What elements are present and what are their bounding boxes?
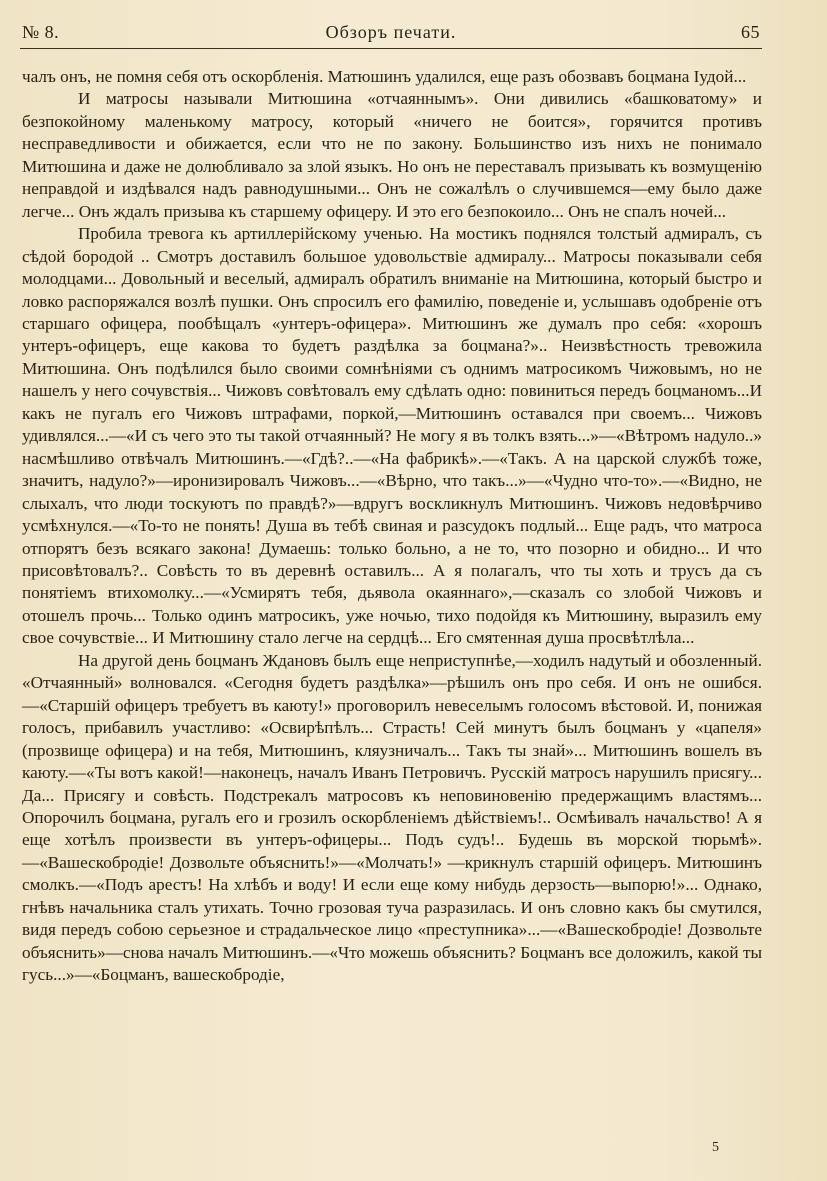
running-title: Обзоръ печати.	[325, 22, 457, 42]
paragraph: чалъ онъ, не помня себя отъ оскорбленія. Матюшинъ удалился, еще разъ обозвавъ боцмана Іудой...	[22, 67, 747, 86]
paragraph: И матросы называли Митюшина «отчаяннымъ». Они дивились «башковатому» и безпокойному маленькому матросу, который «ничего не боится», горячится противъ несправедливости и обижается, если что не по закону. Большинство изъ нихъ не понимало Митюшина и даже не долюбливало за злой языкъ. Но онъ не переставалъ призывать къ возмущенію неправдой и издѣвался надъ равнодушными... Онъ не сожалѣлъ о случившемся—ему было даже легче... Онъ ждалъ призыва къ старшему офицеру. И это его безпокоило... Онъ не спалъ ночей...	[22, 89, 762, 221]
page-number: 65	[741, 22, 760, 42]
issue-number: № 8.	[22, 22, 60, 42]
page-header	[22, 20, 760, 46]
paragraph: Пробила тревога къ артиллерійскому ученью. На мостикъ поднялся толстый адмиралъ, съ сѣдой бородой .. Смотръ доставилъ большое удовольствіе адмиралу... Матросы показывали себя молодцами... Довольный и веселый, адмиралъ обратилъ вниманіе на Митюшина, который быстро и ловко распоряжался возлѣ пушки. Онъ спросилъ его фамилію, поведеніе и, услышавъ одобреніе отъ старшаго офицера, пообѣщалъ «унтеръ-офицера». Митюшинъ же думалъ про себя: «хорошъ унтеръ-офицеръ, еще какова то будетъ раздѣлка за боцмана?».. Неизвѣстность тревожила Митюшина. Онъ подѣлился было своими сомнѣніями съ однимъ матросикомъ Чижовымъ, но не нашелъ у него сочувствія... Чижовъ совѣтовалъ ему сдѣлать одно: повиниться передъ боцманомъ...И какъ не пугалъ его Чижовъ штрафами, поркой,—Митюшинъ оставался при своемъ... Чижовъ удивлялся...—«И съ чего это ты такой отчаянный? Не могу я въ толкъ взять...»—«Вѣтромъ надуло..» насмѣшливо отвѣчалъ Митюшинъ.—«Гдѣ?..—«На фабрикѣ».—«Такъ. А на царской службѣ тоже, значитъ, надуло?»—иронизировалъ Чижовъ...—«Вѣрно, что такъ...»—«Чудно что-то».—«Видно, не слыхалъ, что люди тоскуютъ по правдѣ?»—вдругъ воскликнулъ Митюшинъ. Чижовъ недовѣрчиво усмѣхнулся.—«То-то не понять! Душа въ тебѣ свиная и разсудокъ подлый... Еще радъ, что матроса отпорятъ безъ всякаго закона! Думаешь: только больно, а не то, что позорно и обидно... И что присовѣтовалъ?.. Совѣсть то въ деревнѣ оставилъ... А я полагалъ, что ты хоть и трусъ да съ понятіемъ втихомолку...—«Усмирятъ тебя, дьявола окаяннаго»,—сказалъ со злобой Чижовъ и отошелъ прочь... Только одинъ матросикъ, уже ночью, тихо подойдя къ Митюшину, выразилъ ему свое сочувствіе... И Митюшину стало легче на сердцѣ... Его смятенная душа просвѣтлѣла...	[22, 224, 762, 648]
body-text	[22, 66, 762, 987]
signature-mark: 5	[712, 1140, 719, 1155]
paragraph: На другой день боцманъ Ждановъ былъ еще неприступнѣе,—ходилъ надутый и обозленный. «Отчаянный» волновался. «Сегодня будетъ раздѣлка»—рѣшилъ онъ про себя. И онъ не ошибся.—«Старшій офицеръ требуетъ въ каюту!» проговорилъ невеселымъ голосомъ вѣстовой. И, понижая голосъ, прибавилъ участливо: «Освирѣпѣлъ... Страсть! Сей минутъ былъ боцманъ у «цапеля» (прозвище офицера) и на тебя, Митюшинъ, кляузничалъ... Такъ ты знай»... Митюшинъ вошелъ въ каюту.—«Ты вотъ какой!—наконецъ, началъ Иванъ Петровичъ. Русскій матросъ нарушилъ присягу... Да... Присягу и совѣсть. Подстрекалъ матросовъ къ неповиновенію предержащимъ властямъ... Опорочилъ боцмана, ругалъ его и грозилъ оскорбленіемъ дѣйствіемъ!.. Осмѣивалъ начальство! А я еще хотѣлъ произвести въ унтеръ-офицеры... Подъ судъ!.. Будешь въ морской тюрьмѣ».—«Вашескобродіе! Дозвольте объяснить!»—«Молчать!» —крикнулъ старшій офицеръ. Митюшинъ смолкъ.—«Подъ арестъ! На хлѣбъ и воду! И если еще кому нибудь дерзость—выпорю!»... Однако, гнѣвъ начальника сталъ утихать. Точно грозовая туча разразилась. И онъ словно какъ бы смутился, видя передъ собою серьезное и страдальческое лицо «преступника»...—«Вашескобродіе! Дозвольте объяснить»—снова началъ Митюшинъ.—«Что можешь объяснить? Боцманъ все доложилъ, какой ты гусь...»—«Боцманъ, вашескобродіе,	[22, 650, 762, 985]
header-rule	[20, 48, 762, 49]
